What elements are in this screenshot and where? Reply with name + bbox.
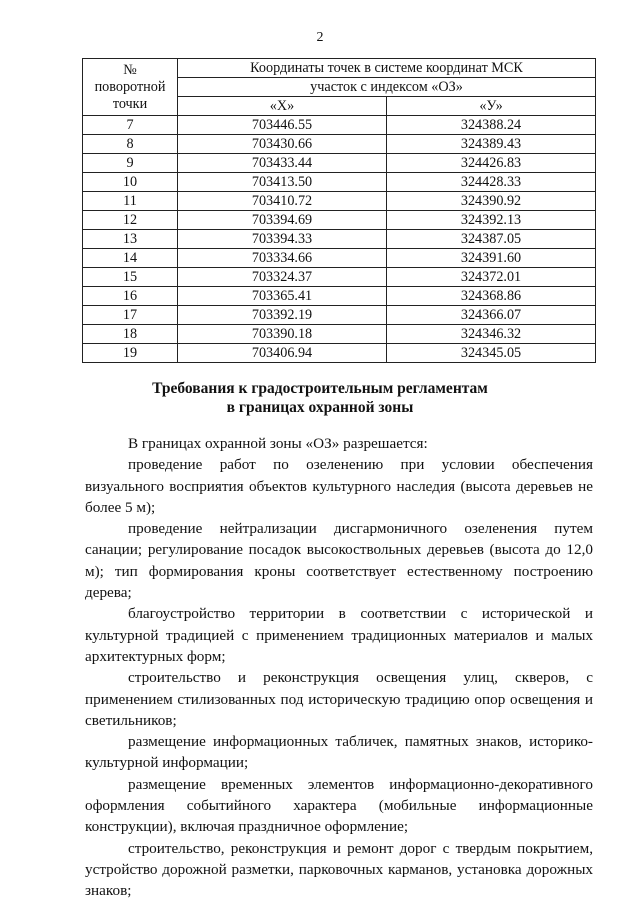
point-number-cell: 12 (83, 211, 178, 230)
page-number: 2 (316, 30, 324, 45)
x-coordinate-cell: 703390.18 (178, 325, 387, 344)
point-number-cell: 18 (83, 325, 178, 344)
y-coordinate-cell: 324392.13 (387, 211, 596, 230)
point-number-cell: 19 (83, 344, 178, 363)
x-coordinate-cell: 703365.41 (178, 287, 387, 306)
point-number-cell: 8 (83, 135, 178, 154)
y-coordinate-cell: 324366.07 (387, 306, 596, 325)
table-row (83, 154, 596, 173)
x-coordinate-cell: 703433.44 (178, 154, 387, 173)
point-number-cell: 17 (83, 306, 178, 325)
table-row (83, 135, 596, 154)
point-number-cell: 9 (83, 154, 178, 173)
point-number-cell: 14 (83, 249, 178, 268)
point-number-cell: 7 (83, 116, 178, 135)
y-column-header: «У» (387, 97, 596, 116)
point-number-cell: 13 (83, 230, 178, 249)
table-row (83, 192, 596, 211)
plot-index-header: участок с индексом «ОЗ» (178, 78, 596, 97)
table-row (83, 325, 596, 344)
y-coordinate-cell: 324391.60 (387, 249, 596, 268)
paragraph: строительство, реконструкция и ремонт дорог с твердым покрытием, устройство дорожной разметки, парковочных карманов, установка дорожных знаков; (85, 839, 593, 900)
x-coordinate-cell: 703392.19 (178, 306, 387, 325)
coordinates-table-body (83, 116, 596, 363)
x-coordinate-cell: 703394.33 (178, 230, 387, 249)
point-number-header-line3: точки (112, 95, 148, 112)
table-row (83, 230, 596, 249)
x-column-header: «X» (178, 97, 387, 116)
x-coordinate-cell: 703406.94 (178, 344, 387, 363)
y-coordinate-cell: 324388.24 (387, 116, 596, 135)
coordinates-table (82, 58, 596, 363)
y-coordinate-cell: 324428.33 (387, 173, 596, 192)
section-title-line2: в границах охранной зоны (226, 399, 414, 416)
coordinates-header: Координаты точек в системе координат МСК (178, 59, 596, 78)
point-number-cell: 15 (83, 268, 178, 287)
x-coordinate-cell: 703334.66 (178, 249, 387, 268)
body-text (85, 433, 593, 902)
section-title (0, 379, 640, 417)
paragraph: размещение временных элементов информационно-декоративного оформления событийного характера (мобильные информационные конструкции), включая праздничное оформление; (85, 775, 593, 836)
point-number-cell: 11 (83, 192, 178, 211)
x-coordinate-cell: 703324.37 (178, 268, 387, 287)
paragraph: размещение информационных табличек, памятных знаков, историко-культурной информации; (85, 733, 593, 772)
point-number-cell: 16 (83, 287, 178, 306)
y-coordinate-cell: 324390.92 (387, 192, 596, 211)
table-row (83, 173, 596, 192)
y-coordinate-cell: 324389.43 (387, 135, 596, 154)
y-coordinate-cell: 324345.05 (387, 344, 596, 363)
table-row (83, 344, 596, 363)
paragraph: проведение нейтрализации дисгармоничного озеленения путем санации; регулирование посадок высокоствольных деревьев (высота до 12,0 м); тип формирования кроны соответствует естественному построению дерева; (85, 520, 593, 602)
section-title-line1: Требования к градостроительным регламентам (152, 380, 488, 397)
x-coordinate-cell: 703446.55 (178, 116, 387, 135)
table-row (83, 211, 596, 230)
paragraph: строительство и реконструкция освещения улиц, скверов, с применением стилизованных под историческую традицию опор освещения и светильников; (85, 669, 593, 729)
x-coordinate-cell: 703413.50 (178, 173, 387, 192)
paragraph: В границах охранной зоны «ОЗ» разрешается: (128, 435, 428, 452)
y-coordinate-cell: 324368.86 (387, 287, 596, 306)
table-row (83, 287, 596, 306)
x-coordinate-cell: 703410.72 (178, 192, 387, 211)
point-number-header (83, 59, 178, 116)
y-coordinate-cell: 324346.32 (387, 325, 596, 344)
point-number-header-line2: поворотной (94, 78, 166, 95)
table-row (83, 249, 596, 268)
table-row (83, 268, 596, 287)
x-coordinate-cell: 703430.66 (178, 135, 387, 154)
point-number-cell: 10 (83, 173, 178, 192)
paragraph: проведение работ по озеленению при условии обеспечения визуального восприятия объектов культурного наследия (высота деревьев не более 5 м); (85, 456, 593, 516)
x-coordinate-cell: 703394.69 (178, 211, 387, 230)
paragraph: благоустройство территории в соответствии с исторической и культурной традицией с применением традиционных материалов и малых архитектурных форм; (85, 605, 593, 665)
y-coordinate-cell: 324426.83 (387, 154, 596, 173)
point-number-header-line1: № (123, 61, 137, 78)
table-row (83, 306, 596, 325)
y-coordinate-cell: 324387.05 (387, 230, 596, 249)
table-row (83, 116, 596, 135)
y-coordinate-cell: 324372.01 (387, 268, 596, 287)
